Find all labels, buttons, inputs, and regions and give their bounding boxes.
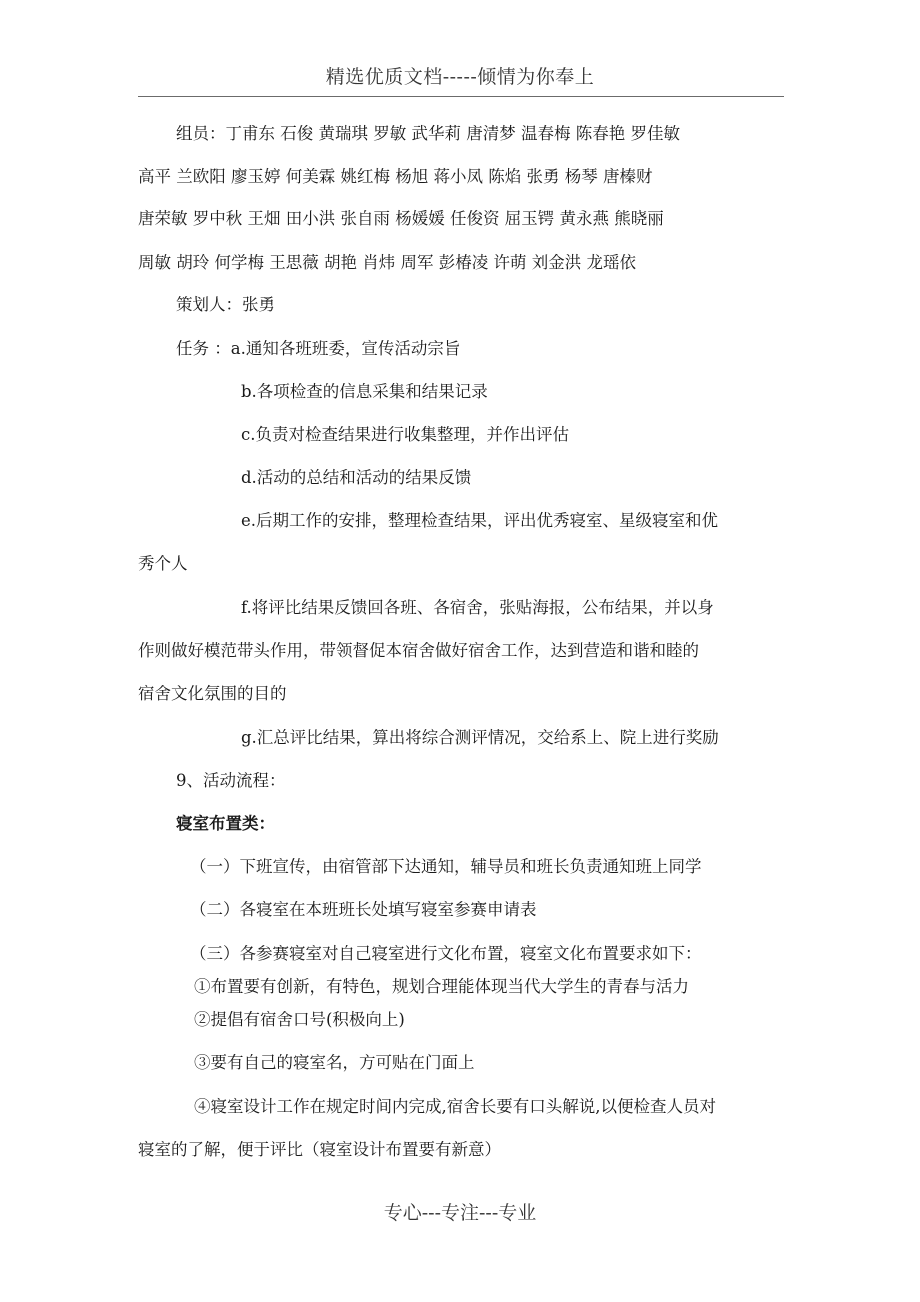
task-f-line-1: f.将评比结果反馈回各班、各宿舍，张贴海报，公布结果，并以身	[241, 598, 714, 617]
task-e-line-2: 秀个人	[138, 554, 188, 573]
page-footer: 专心---专注---专业	[383, 1202, 537, 1224]
planner-line: 策划人：张勇	[176, 295, 275, 314]
requirement-4-line-1: ④寝室设计工作在规定时间内完成,宿舍长要有口头解说,以便检查人员对	[194, 1097, 716, 1116]
task-g: g.汇总评比结果，算出将综合测评情况，交给系上、院上进行奖励	[241, 728, 719, 747]
members-line-3: 唐荣敏 罗中秋 王畑 田小洪 张自雨 杨媛媛 任俊资 屈玉锷 黄永燕 熊晓丽	[138, 209, 664, 228]
requirement-3: ③要有自己的寝室名，方可贴在门面上	[194, 1053, 475, 1072]
task-e-line-1: e.后期工作的安排，整理检查结果，评出优秀寝室、星级寝室和优	[241, 511, 719, 530]
task-f-line-2: 作则做好模范带头作用，带领督促本宿舍做好宿舍工作，达到营造和谐和睦的	[138, 641, 699, 660]
step-3: （三）各参赛寝室对自己寝室进行文化布置，寝室文化布置要求如下：	[190, 944, 702, 963]
members-line-2: 高平 兰欧阳 廖玉婷 何美霖 姚红梅 杨旭 蒋小凤 陈焰 张勇 杨琴 唐榛财	[138, 167, 653, 186]
requirement-4-line-2: 寝室的了解，便于评比（寝室设计布置要有新意）	[138, 1140, 501, 1159]
task-a: 任务 ：a.通知各班班委，宣传活动宗旨	[176, 339, 461, 358]
task-f-line-3: 宿舍文化氛围的目的	[138, 684, 287, 703]
requirement-1: ①布置要有创新，有特色，规划合理能体现当代大学生的青春与活力	[194, 977, 689, 996]
task-b: b.各项检查的信息采集和结果记录	[241, 382, 488, 401]
members-line-4: 周敏 胡玲 何学梅 王思薇 胡艳 肖炜 周军 彭椿凌 许萌 刘金洪 龙瑶依	[138, 253, 636, 272]
step-1: （一）下班宣传，由宿管部下达通知，辅导员和班长负责通知班上同学	[190, 857, 702, 876]
task-d: d.活动的总结和活动的结果反馈	[241, 468, 472, 487]
category-title: 寝室布置类：	[176, 814, 275, 833]
members-line-1: 组员：丁甫东 石俊 黄瑞琪 罗敏 武华莉 唐清梦 温春梅 陈春艳 罗佳敏	[176, 124, 680, 143]
section-9-title: 9、活动流程：	[176, 771, 286, 790]
requirement-2: ②提倡有宿舍口号(积极向上)	[194, 1010, 405, 1029]
header-divider	[138, 96, 784, 97]
page-header: 精选优质文档-----倾情为你奉上	[325, 66, 595, 88]
step-2: （二）各寝室在本班班长处填写寝室参赛申请表	[190, 900, 537, 919]
task-c: c.负责对检查结果进行收集整理，并作出评估	[241, 425, 569, 444]
